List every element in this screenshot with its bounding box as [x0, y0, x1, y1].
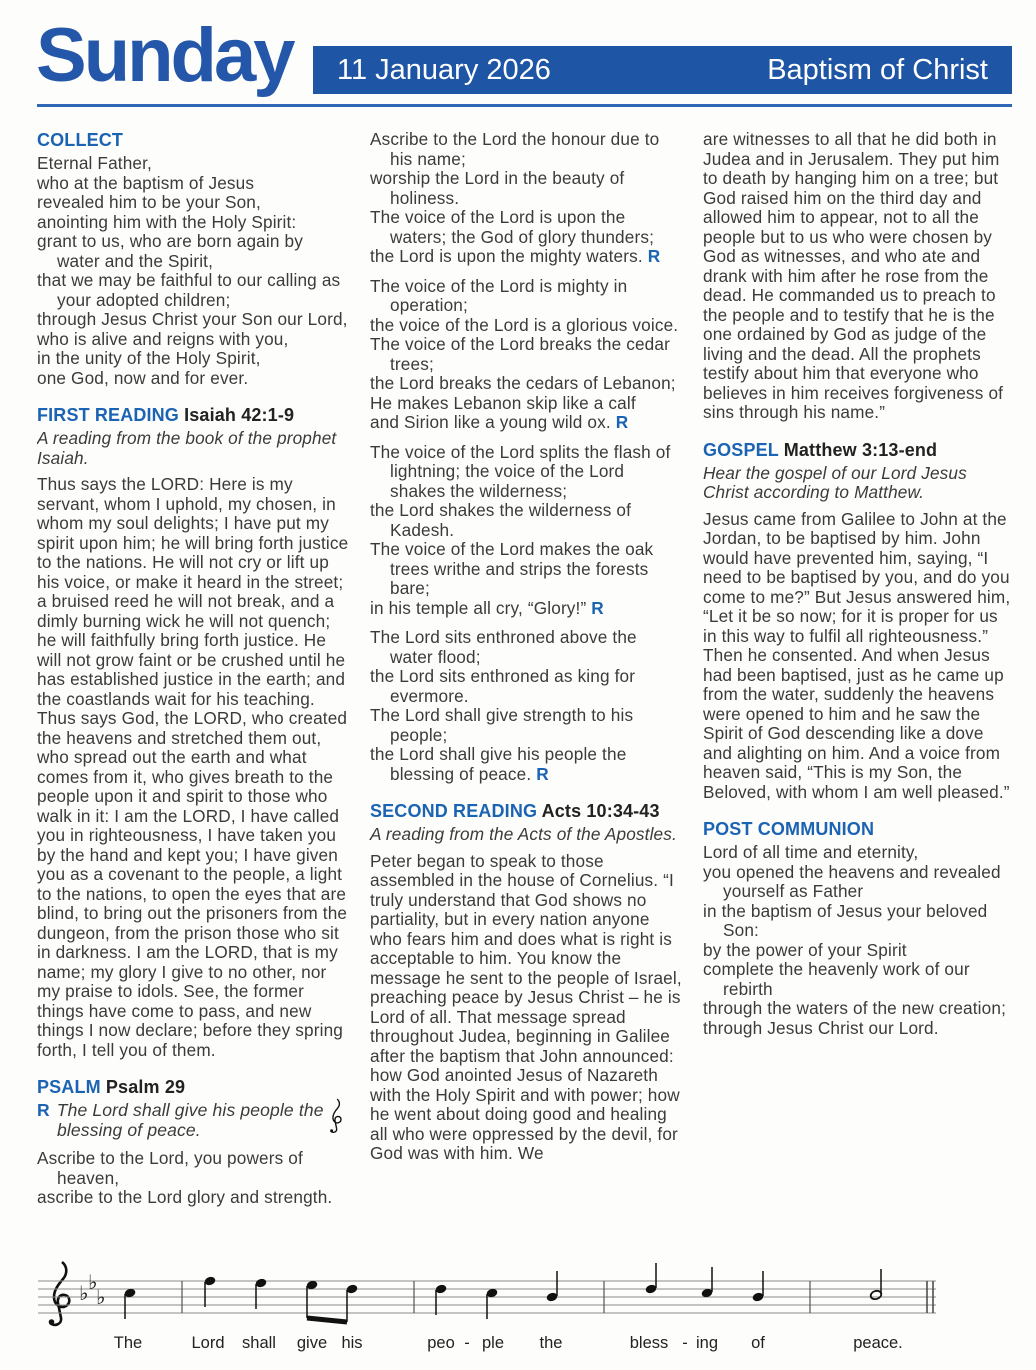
liturgy-line: complete the heavenly work of our rebirth [703, 959, 970, 999]
psalm-stanza [370, 443, 682, 619]
lyric-syllable: his [341, 1334, 363, 1352]
liturgy-line: the Lord is upon the mighty waters. R [370, 246, 661, 266]
liturgy-line: who at the baptism of Jesus [37, 172, 255, 193]
column-1 [37, 130, 349, 1258]
treble-clef-icon [326, 1097, 343, 1135]
second-reading-body-start: Peter began to speak to those assembled in the house of Cornelius. “I truly understand that God shows no partiality, but in every nation anyone who fears him and does what is right is acceptable to him. You know the message he sent to the people of Israel, preaching peace by Jesus Christ – he is Lord of all. That message spread throughout Judea, beginning in Galilee after the baptism that John announced: how God anointed Jesus of Nazareth with the Holy Spirit and with power; how he went about doing good and healing all who were oppressed by the devil, for God was with him. We [370, 850, 682, 1163]
beam [307, 1318, 347, 1322]
collect-heading: COLLECT [37, 130, 124, 150]
column-2 [370, 130, 682, 1258]
lyric-syllable: ing [695, 1334, 719, 1352]
response-text: The Lord shall give his people the blessing of peace. [56, 1100, 324, 1140]
lyric-syllable: - [682, 1334, 688, 1352]
liturgy-line: one God, now and for ever. [37, 367, 249, 388]
liturgy-line: The voice of the Lord is mighty in operation; [370, 275, 628, 315]
response-marker: R [37, 1100, 50, 1120]
flat-sign: ♭ [96, 1285, 106, 1309]
liturgy-line: He makes Lebanon skip like a calf [370, 392, 636, 413]
psalm-ref: Psalm 29 [105, 1077, 186, 1097]
treble-clef-dot [49, 1319, 55, 1325]
liturgy-line: the Lord sits enthroned as king for evermore. [370, 666, 636, 706]
gospel-label: GOSPEL [703, 439, 779, 460]
second-reading-continuation [703, 130, 1015, 423]
liturgy-line: ascribe to the Lord glory and strength. [37, 1187, 333, 1207]
gospel-section [703, 440, 1015, 803]
psalm-verses-col1 [37, 1149, 349, 1208]
first-reading-ref: Isaiah 42:1-9 [184, 405, 295, 425]
psalm-stanza [370, 628, 682, 784]
collect-section [37, 130, 349, 388]
gospel-ref: Matthew 3:13-end [783, 439, 938, 460]
psalm-stanza [370, 130, 682, 267]
lyric-syllable: the [539, 1334, 563, 1352]
gospel-body: Jesus came from Galilee to John at the Jordan, to be baptised by him. John would have prevented him, saying, “I need to be baptised by you, and do you come to me?” But Jesus answered him, “Let it be so now; for it is proper for us in this way to fulfil all righteousness.” Then he consented. And when Jesus had been baptised, just as he came up from the water, suddenly the heavens were opened to him and he saw the Spirit of God descending like a dove and alighting on him. And a voice from heaven said, “This is my Son, the Beloved, with whom I am well pleased.” [703, 508, 1011, 802]
liturgy-line: The Lord sits enthroned above the water flood; [370, 627, 637, 667]
liturgy-line: you opened the heavens and revealed yourself as Father [703, 861, 1001, 901]
liturgy-line: grant to us, who are born again by water and the Spirit, [37, 231, 303, 271]
liturgy-line: in his temple all cry, “Glory!” R [370, 597, 604, 618]
lyric-syllable: ple [481, 1334, 505, 1352]
liturgy-line: The voice of the Lord makes the oak trees writhe and strips the forests bare; [370, 539, 654, 598]
first-reading-section [37, 405, 349, 1060]
lyric-syllable: The [113, 1334, 143, 1352]
liturgy-line: through the waters of the new creation; [703, 998, 1006, 1018]
first-reading-label: FIRST READING [37, 405, 179, 425]
response-marker: R [591, 597, 604, 618]
second-reading-intro: A reading from the Acts of the Apostles. [370, 824, 677, 844]
psalm-stanza [37, 1149, 349, 1208]
liturgy-line: the Lord shall give his people the blessing of peace. R [370, 744, 627, 784]
liturgy-line: The voice of the Lord breaks the cedar trees; [370, 334, 670, 374]
liturgy-line: that we may be faithful to our calling as your adopted children; [37, 270, 341, 310]
second-reading-section [370, 801, 682, 1164]
music-staff [0, 1256, 1036, 1370]
psalm-label: PSALM [37, 1077, 101, 1097]
lyric-syllable: give [296, 1334, 328, 1352]
lyric-syllable: Lord [191, 1334, 225, 1352]
collect-lines [37, 154, 349, 388]
liturgy-line: and Sirion like a young wild ox. R [370, 412, 629, 432]
lyric-syllable: peace. [853, 1334, 903, 1352]
second-reading-body-continued: are witnesses to all that he did both in Judea and in Jerusalem. They put him to death by hanging him on a tree; but God raised him on the third day and allowed him to appear, not to all the people but to us who were chosen by God as witnesses, and who ate and drank with him after he rose from the dead. He commanded us to preach to the people and to testify that he is the one ordained by God as judge of the living and the dead. All the prophets testify about him that everyone who believes in him receives forgiveness of sins through his name.” [703, 130, 1004, 422]
lyric-syllable: peo [427, 1334, 455, 1352]
liturgy-line: Ascribe to the Lord the honour due to his name; [370, 130, 660, 169]
lyric-syllable: of [751, 1334, 765, 1352]
liturgy-line: the Lord shakes the wilderness of Kadesh. [370, 500, 631, 540]
first-reading-body: Thus says the LORD: Here is my servant, whom I uphold, my chosen, in whom my soul delights; I have put my spirit upon him; he will bring forth justice to the nations. He will not cry or lift up his voice, or make it heard in the street; a bruised reed he will not break, and a dimly burning wick he will not quench; he will faithfully bring forth justice. He will not grow faint or be crushed until he has established justice in the earth; and the coastlands wait for his teaching. Thus says God, the LORD, who created the heavens and stretched them out, who spread out the earth and what comes from it, who gives breath to the people upon it and spirit to those who walk in it: I am the LORD, I have called you in righteousness, I have taken you by the hand and kept you; I have given you as a covenant to the people, a light to the nations, to open the eyes that are blind, to bring out the prisoners from the dungeon, from the prison those who sit in darkness. I am the LORD, that is my name; my glory I give to no other, nor my praise to idols. See, the former things have come to pass, and new things I now declare; before they spring forth, I tell you of them. [37, 474, 349, 1060]
flat-sign: ♭ [88, 1270, 98, 1294]
response-marker: R [615, 412, 629, 432]
liturgy-line: through Jesus Christ your Son our Lord, [37, 309, 348, 329]
liturgy-line: anointing him with the Holy Spirit: [37, 211, 297, 232]
column-3 [703, 130, 1015, 1258]
header-rule [37, 104, 1012, 107]
psalm-section [37, 1077, 349, 1208]
liturgy-line: Ascribe to the Lord, you powers of heaven, [37, 1148, 303, 1188]
response-marker: R [536, 763, 549, 784]
psalm-heading [37, 1077, 349, 1098]
liturgy-line: The voice of the Lord splits the flash of lightning; the voice of the Lord shakes the wilderness; [370, 441, 671, 501]
post-communion-heading: POST COMMUNION [703, 819, 875, 839]
liturgy-line: the Lord breaks the cedars of Lebanon; [370, 373, 676, 393]
liturgy-line: The voice of the Lord is upon the waters; the God of glory thunders; [370, 207, 655, 247]
psalm-response [37, 1101, 349, 1140]
header-date: 11 January 2026 [337, 53, 551, 86]
response-marker: R [647, 246, 661, 266]
music-staff-area [0, 1256, 1036, 1370]
liturgy-line: revealed him to be your Son, [37, 192, 261, 212]
liturgy-line: Eternal Father, [37, 153, 152, 173]
liturgy-line: worship the Lord in the beauty of holiness. [370, 168, 625, 208]
psalm-verses-continued [370, 130, 682, 784]
liturgy-line: in the baptism of Jesus your beloved Son: [703, 900, 988, 940]
second-reading-heading [370, 801, 682, 822]
liturgy-line: by the power of your Spirit [703, 939, 907, 960]
lyric-syllable: - [464, 1334, 470, 1352]
liturgy-line: through Jesus Christ our Lord. [703, 1017, 939, 1038]
liturgy-line: in the unity of the Holy Spirit, [37, 348, 261, 368]
psalm-stanza [370, 277, 682, 433]
first-reading-intro: A reading from the book of the prophet Isaiah. [37, 428, 337, 468]
lyric-syllable: bless [629, 1334, 669, 1352]
header-feast: Baptism of Christ [767, 53, 988, 86]
second-reading-ref: Acts 10:34-43 [541, 801, 660, 821]
liturgy-line: Lord of all time and eternity, [703, 842, 919, 862]
liturgy-line: who is alive and reigns with you, [37, 328, 289, 349]
gospel-heading [703, 440, 1015, 461]
treble-clef-icon [50, 1262, 69, 1325]
content-columns [37, 130, 1015, 1258]
liturgy-line: the voice of the Lord is a glorious voice. [370, 314, 679, 335]
page-title-day: Sunday [36, 13, 293, 98]
gospel-intro: Hear the gospel of our Lord Jesus Christ according to Matthew. [703, 462, 967, 502]
post-communion-section [703, 819, 1015, 1038]
header-banner [313, 46, 1012, 94]
flat-sign: ♭ [79, 1281, 89, 1305]
second-reading-label: SECOND READING [370, 801, 538, 821]
first-reading-heading [37, 405, 349, 426]
post-communion-lines [703, 843, 1015, 1038]
psalm-verses-col2 [370, 130, 682, 784]
lyric-syllable: shall [242, 1334, 276, 1352]
liturgy-line: The Lord shall give strength to his people; [370, 705, 634, 745]
